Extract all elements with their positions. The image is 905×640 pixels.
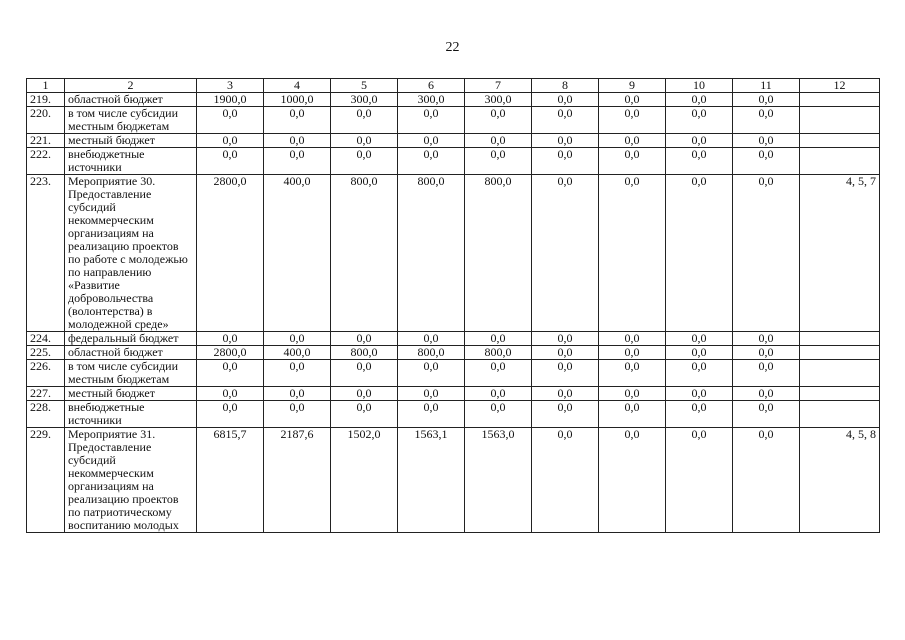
value-cell: 0,0: [331, 107, 398, 134]
value-cell: 300,0: [331, 93, 398, 107]
value-cell: 6815,7: [197, 428, 264, 533]
value-cell: 0,0: [532, 332, 599, 346]
value-cell: 0,0: [398, 387, 465, 401]
value-cell: 0,0: [666, 387, 733, 401]
goals-cell: 4, 5, 7: [800, 175, 880, 332]
value-cell: 0,0: [331, 360, 398, 387]
value-cell: 0,0: [264, 360, 331, 387]
value-cell: 0,0: [733, 401, 800, 428]
row-number: 222.: [27, 148, 65, 175]
table-row: [27, 175, 880, 332]
row-number: 221.: [27, 134, 65, 148]
value-cell: 0,0: [532, 107, 599, 134]
value-cell: 0,0: [532, 360, 599, 387]
goals-cell: [800, 387, 880, 401]
value-cell: 0,0: [666, 107, 733, 134]
value-cell: 0,0: [197, 360, 264, 387]
value-cell: 0,0: [331, 387, 398, 401]
table-row: [27, 332, 880, 346]
value-cell: 0,0: [666, 428, 733, 533]
value-cell: 0,0: [532, 428, 599, 533]
header-cell: 10: [666, 79, 733, 93]
value-cell: 0,0: [264, 107, 331, 134]
goals-cell: [800, 148, 880, 175]
value-cell: 0,0: [666, 360, 733, 387]
value-cell: 1000,0: [264, 93, 331, 107]
header-cell: 12: [800, 79, 880, 93]
row-number: 226.: [27, 360, 65, 387]
value-cell: 0,0: [733, 93, 800, 107]
header-cell: 6: [398, 79, 465, 93]
value-cell: 0,0: [733, 134, 800, 148]
value-cell: 0,0: [465, 107, 532, 134]
value-cell: 800,0: [398, 175, 465, 332]
goals-cell: 4, 5, 8: [800, 428, 880, 533]
header-cell: 1: [27, 79, 65, 93]
value-cell: 800,0: [465, 175, 532, 332]
value-cell: 0,0: [733, 148, 800, 175]
value-cell: 0,0: [197, 401, 264, 428]
row-name: внебюджетные источники: [65, 401, 197, 428]
value-cell: 300,0: [465, 93, 532, 107]
value-cell: 0,0: [197, 148, 264, 175]
goals-cell: [800, 134, 880, 148]
value-cell: 0,0: [599, 175, 666, 332]
table-row: [27, 148, 880, 175]
goals-cell: [800, 93, 880, 107]
value-cell: 0,0: [532, 346, 599, 360]
value-cell: 0,0: [733, 107, 800, 134]
value-cell: 0,0: [197, 134, 264, 148]
table-row: [27, 107, 880, 134]
value-cell: 0,0: [197, 387, 264, 401]
value-cell: 0,0: [599, 134, 666, 148]
table-row: [27, 401, 880, 428]
value-cell: 0,0: [398, 332, 465, 346]
value-cell: 0,0: [264, 387, 331, 401]
value-cell: 0,0: [599, 387, 666, 401]
value-cell: 0,0: [733, 332, 800, 346]
value-cell: 0,0: [666, 134, 733, 148]
value-cell: 300,0: [398, 93, 465, 107]
value-cell: 0,0: [666, 332, 733, 346]
row-name: Мероприятие 31. Предоставление субсидий некоммерческим организациям на реализацию проектов по патриотическому воспитанию молодых: [65, 428, 197, 533]
value-cell: 0,0: [398, 360, 465, 387]
value-cell: 0,0: [666, 148, 733, 175]
value-cell: 0,0: [599, 428, 666, 533]
row-name: областной бюджет: [65, 346, 197, 360]
value-cell: 0,0: [398, 134, 465, 148]
goals-cell: [800, 346, 880, 360]
value-cell: 0,0: [197, 332, 264, 346]
table-row: [27, 360, 880, 387]
value-cell: 1900,0: [197, 93, 264, 107]
value-cell: 0,0: [264, 134, 331, 148]
value-cell: 0,0: [197, 107, 264, 134]
header-cell: 4: [264, 79, 331, 93]
value-cell: 0,0: [532, 134, 599, 148]
table-row: [27, 93, 880, 107]
value-cell: 2800,0: [197, 346, 264, 360]
header-cell: 5: [331, 79, 398, 93]
goals-cell: [800, 360, 880, 387]
value-cell: 0,0: [599, 332, 666, 346]
row-name: в том числе субсидии местным бюджетам: [65, 360, 197, 387]
header-cell: 8: [532, 79, 599, 93]
row-number: 229.: [27, 428, 65, 533]
value-cell: 0,0: [733, 360, 800, 387]
header-cell: 7: [465, 79, 532, 93]
value-cell: 0,0: [398, 107, 465, 134]
value-cell: 0,0: [465, 401, 532, 428]
header-row: [27, 79, 880, 93]
value-cell: 400,0: [264, 175, 331, 332]
table-row: [27, 346, 880, 360]
row-name: местный бюджет: [65, 134, 197, 148]
value-cell: 0,0: [599, 107, 666, 134]
row-number: 219.: [27, 93, 65, 107]
goals-cell: [800, 401, 880, 428]
row-name: федеральный бюджет: [65, 332, 197, 346]
value-cell: 0,0: [532, 387, 599, 401]
value-cell: 0,0: [264, 332, 331, 346]
value-cell: 0,0: [331, 148, 398, 175]
value-cell: 0,0: [465, 360, 532, 387]
value-cell: 800,0: [331, 346, 398, 360]
row-number: 225.: [27, 346, 65, 360]
value-cell: 0,0: [331, 332, 398, 346]
row-name: внебюджетные источники: [65, 148, 197, 175]
value-cell: 0,0: [733, 346, 800, 360]
value-cell: 0,0: [666, 93, 733, 107]
value-cell: 0,0: [599, 360, 666, 387]
row-name: местный бюджет: [65, 387, 197, 401]
value-cell: 0,0: [465, 332, 532, 346]
row-name: в том числе субсидии местным бюджетам: [65, 107, 197, 134]
value-cell: 0,0: [666, 346, 733, 360]
value-cell: 800,0: [465, 346, 532, 360]
header-cell: 11: [733, 79, 800, 93]
value-cell: 0,0: [666, 401, 733, 428]
value-cell: 2800,0: [197, 175, 264, 332]
row-number: 220.: [27, 107, 65, 134]
goals-cell: [800, 107, 880, 134]
table-body: [27, 79, 880, 533]
header-cell: 2: [65, 79, 197, 93]
value-cell: 0,0: [532, 175, 599, 332]
budget-table: [26, 78, 880, 533]
table-row: [27, 428, 880, 533]
header-cell: 9: [599, 79, 666, 93]
value-cell: 0,0: [599, 401, 666, 428]
value-cell: 0,0: [398, 148, 465, 175]
value-cell: 0,0: [666, 175, 733, 332]
value-cell: 0,0: [532, 148, 599, 175]
value-cell: 0,0: [465, 148, 532, 175]
value-cell: 0,0: [331, 134, 398, 148]
value-cell: 0,0: [398, 401, 465, 428]
value-cell: 1502,0: [331, 428, 398, 533]
value-cell: 0,0: [733, 387, 800, 401]
value-cell: 0,0: [599, 346, 666, 360]
header-cell: 3: [197, 79, 264, 93]
goals-cell: [800, 332, 880, 346]
row-number: 227.: [27, 387, 65, 401]
value-cell: 1563,0: [465, 428, 532, 533]
value-cell: 1563,1: [398, 428, 465, 533]
value-cell: 0,0: [733, 428, 800, 533]
table-row: [27, 134, 880, 148]
row-number: 223.: [27, 175, 65, 332]
table-row: [27, 387, 880, 401]
value-cell: 800,0: [331, 175, 398, 332]
page-number: 22: [445, 40, 460, 55]
value-cell: 0,0: [733, 175, 800, 332]
value-cell: 0,0: [465, 387, 532, 401]
value-cell: 0,0: [465, 134, 532, 148]
value-cell: 0,0: [599, 93, 666, 107]
value-cell: 0,0: [331, 401, 398, 428]
value-cell: 0,0: [532, 401, 599, 428]
row-number: 224.: [27, 332, 65, 346]
value-cell: 2187,6: [264, 428, 331, 533]
value-cell: 0,0: [532, 93, 599, 107]
value-cell: 0,0: [264, 401, 331, 428]
value-cell: 800,0: [398, 346, 465, 360]
value-cell: 400,0: [264, 346, 331, 360]
row-name: Мероприятие 30. Предоставление субсидий некоммерческим организациям на реализацию проектов по работе с молодежью по направлению «Развитие добровольчества (волонтерства) в молодежной среде»: [65, 175, 197, 332]
row-name: областной бюджет: [65, 93, 197, 107]
value-cell: 0,0: [264, 148, 331, 175]
value-cell: 0,0: [599, 148, 666, 175]
row-number: 228.: [27, 401, 65, 428]
